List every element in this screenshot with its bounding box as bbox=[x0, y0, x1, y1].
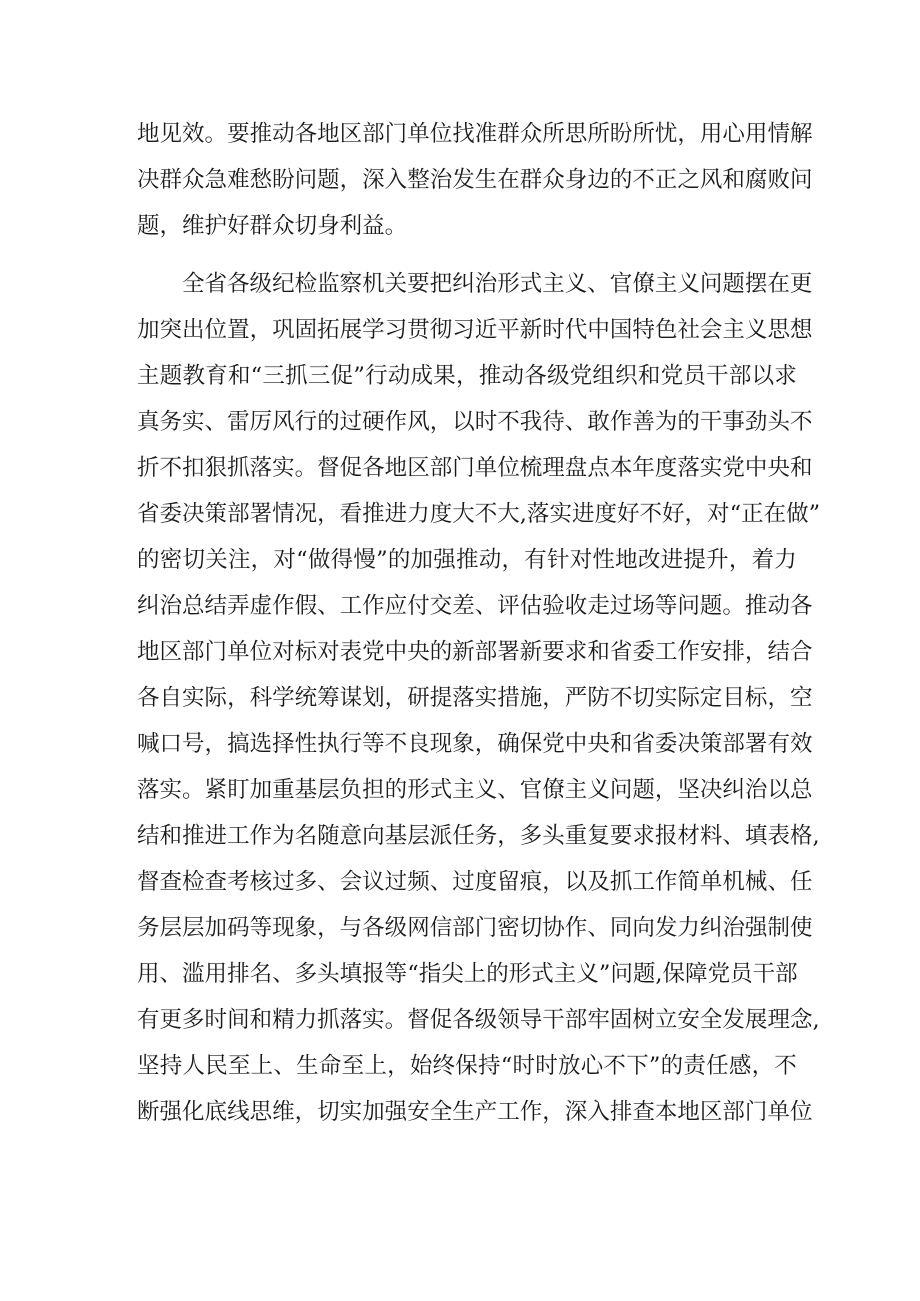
text-line: 主 题 教 育 和 “ 三 抓 三 促 ” 行 动 成 果 ， 推 动 各 级 党 组 织 和 党 员 干 部 以 求 bbox=[137, 363, 797, 389]
text-line: 纠 治 总 结 弄 虚 作 假 、 工 作 应 付 交 差 、 评 估 验 收 走 过 场 等 问 题 。 推 动 各 bbox=[137, 593, 813, 619]
text-line: 加 突 出 位 置 ， 巩 固 拓 展 学 习 贯 彻 习 近 平 新 时 代 中 国 特 色 社 会 主 义 思 想 bbox=[137, 317, 813, 343]
text-line: 的 密 切 关 注 ， 对 “ 做 得 慢 ” 的 加 强 推 动 ， 有 针 对 性 地 改 进 提 升 ， 着 力 bbox=[137, 547, 797, 573]
text-line: 用 、 滥 用 排 名 、 多 头 填 报 等 “ 指 尖 上 的 形 式 主 义 ” 问 题 , 保 障 党 员 干 部 bbox=[137, 961, 798, 987]
text-line: 落 实 。 紧 盯 加 重 基 层 负 担 的 形 式 主 义 、 官 僚 主 义 问 题 ， 坚 决 纠 治 以 总 bbox=[137, 777, 813, 803]
text-line: 坚 持 人 民 至 上 、 生 命 至 上 ， 始 终 保 持 “ 时 时 放 心 不 下 ” 的 责 任 感 ， 不 bbox=[137, 1053, 797, 1079]
text-line: 省 委 决 策 部 署 情 况 ， 看 推 进 力 度 大 不 大 , 落 实 进 度 好 不 好 ， 对 “ 正 在 做 ” bbox=[137, 501, 821, 527]
text-line: 喊 口 号 ， 搞 选 择 性 执 行 等 不 良 现 象 ， 确 保 党 中 央 和 省 委 决 策 部 署 有 效 bbox=[137, 731, 813, 757]
text-line: 题 ， 维 护 好 群 众 切 身 利 益 。 bbox=[137, 213, 408, 239]
text-line: 地 区 部 门 单 位 对 标 对 表 党 中 央 的 新 部 署 新 要 求 和 省 委 工 作 安 排 ， 结 合 bbox=[137, 639, 813, 665]
text-line: 地 见 效 。 要 推 动 各 地 区 部 门 单 位 找 准 群 众 所 思 所 盼 所 忧 ， 用 心 用 情 解 bbox=[137, 121, 813, 147]
text-line: 务 层 层 加 码 等 现 象 ， 与 各 级 网 信 部 门 密 切 协 作 、 同 向 发 力 纠 治 强 制 使 bbox=[137, 915, 813, 941]
text-line: 折 不 扣 狠 抓 落 实 。 督 促 各 地 区 部 门 单 位 梳 理 盘 点 本 年 度 落 实 党 中 央 和 bbox=[137, 455, 813, 481]
paragraph bbox=[137, 261, 821, 1135]
paragraph-gap bbox=[137, 249, 797, 261]
text-line: 督 查 检 查 考 核 过 多 、 会 议 过 频 、 过 度 留 痕 ， 以 及 抓 工 作 简 单 机 械 、 任 bbox=[137, 869, 813, 895]
text-line: 各 自 实 际 ， 科 学 统 筹 谋 划 ， 研 提 落 实 措 施 ， 严 防 不 切 实 际 定 目 标 ， 空 bbox=[137, 685, 813, 711]
text-line: 有 更 多 时 间 和 精 力 抓 落 实 。 督 促 各 级 领 导 干 部 牢 固 树 立 安 全 发 展 理 念 , bbox=[137, 1007, 820, 1033]
text-line: 断 强 化 底 线 思 维 ， 切 实 加 强 安 全 生 产 工 作 ， 深 入 排 查 本 地 区 部 门 单 位 bbox=[137, 1099, 813, 1125]
text-line: 全 省 各 级 纪 检 监 察 机 关 要 把 纠 治 形 式 主 义 、 官 僚 主 义 问 题 摆 在 更 bbox=[182, 271, 813, 297]
text-line: 结 和 推 进 工 作 为 名 随 意 向 基 层 派 任 务 ， 多 头 重 复 要 求 报 材 料 、 填 表 格 , bbox=[137, 823, 820, 849]
document-body bbox=[137, 111, 821, 1135]
paragraph bbox=[137, 111, 813, 249]
text-line: 真 务 实 、 雷 厉 风 行 的 过 硬 作 风 ， 以 时 不 我 待 、 敢 作 善 为 的 干 事 劲 头 不 bbox=[137, 409, 813, 435]
text-line: 决 群 众 急 难 愁 盼 问 题 ， 深 入 整 治 发 生 在 群 众 身 边 的 不 正 之 风 和 腐 败 问 bbox=[137, 167, 813, 193]
